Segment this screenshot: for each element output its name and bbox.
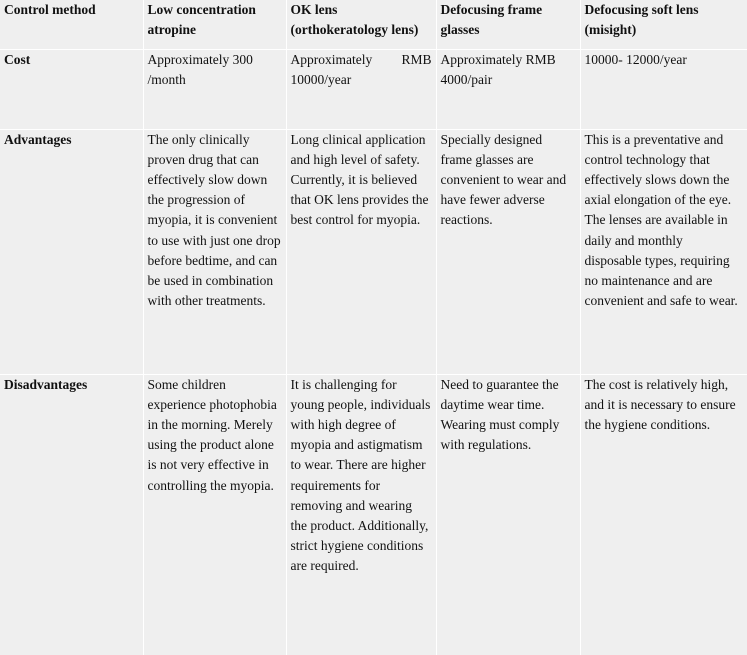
header-row	[0, 0, 747, 49]
table-cell: The cost is relatively high, and it is necessary to ensure the hygiene conditions.	[580, 374, 747, 655]
table-cell: Approximately RMB 10000/year	[286, 49, 436, 129]
table-row-advantages	[0, 129, 747, 374]
table-cell: Approximately 300 /month	[143, 49, 286, 129]
row-label-cost: Cost	[4, 51, 31, 67]
table-cell: It is challenging for young people, individuals with high degree of myopia and astigmatism to wear. There are higher requirements for removing and wearing the product. Additionally, strict hygiene conditions are required.	[286, 374, 436, 655]
table-row-cost	[0, 49, 747, 129]
table-cell: Long clinical application and high level of safety. Currently, it is believed that OK lens provides the best control for myopia.	[286, 129, 436, 374]
table-cell: Need to guarantee the daytime wear time. Wearing must comply with regulations.	[436, 374, 580, 655]
table-cell: This is a preventative and control technology that effectively slows down the axial elongation of the eye. The lenses are available in daily and monthly disposable types, requiring no maintenance and are convenient and safe to wear.	[580, 129, 747, 374]
table-cell: Some children experience photophobia in the morning. Merely using the product alone is not very effective in controlling the myopia.	[143, 374, 286, 655]
table-cell: 10000- 12000/year	[580, 49, 747, 129]
table-cell: Specially designed frame glasses are convenient to wear and have fewer adverse reactions.	[436, 129, 580, 374]
table-cell: The only clinically proven drug that can effectively slow down the progression of myopia, it is convenient to use with just one drop before bedtime, and can be used in combination with other treatments.	[143, 129, 286, 374]
header-control-method: Control method	[4, 2, 96, 17]
row-label-disadvantages: Disadvantages	[4, 376, 88, 392]
table-cell: Approximately RMB 4000/pair	[436, 49, 580, 129]
header-ok-lens: OK lens (orthokeratology lens)	[286, 0, 436, 49]
header-defocusing-soft-lens: Defocusing soft lens (misight)	[580, 0, 747, 49]
header-atropine: Low concentration atropine	[143, 0, 286, 49]
row-label-advantages: Advantages	[4, 131, 72, 147]
table-row-disadvantages	[0, 374, 747, 655]
header-defocusing-frame-glasses: Defocusing frame glasses	[436, 0, 580, 49]
